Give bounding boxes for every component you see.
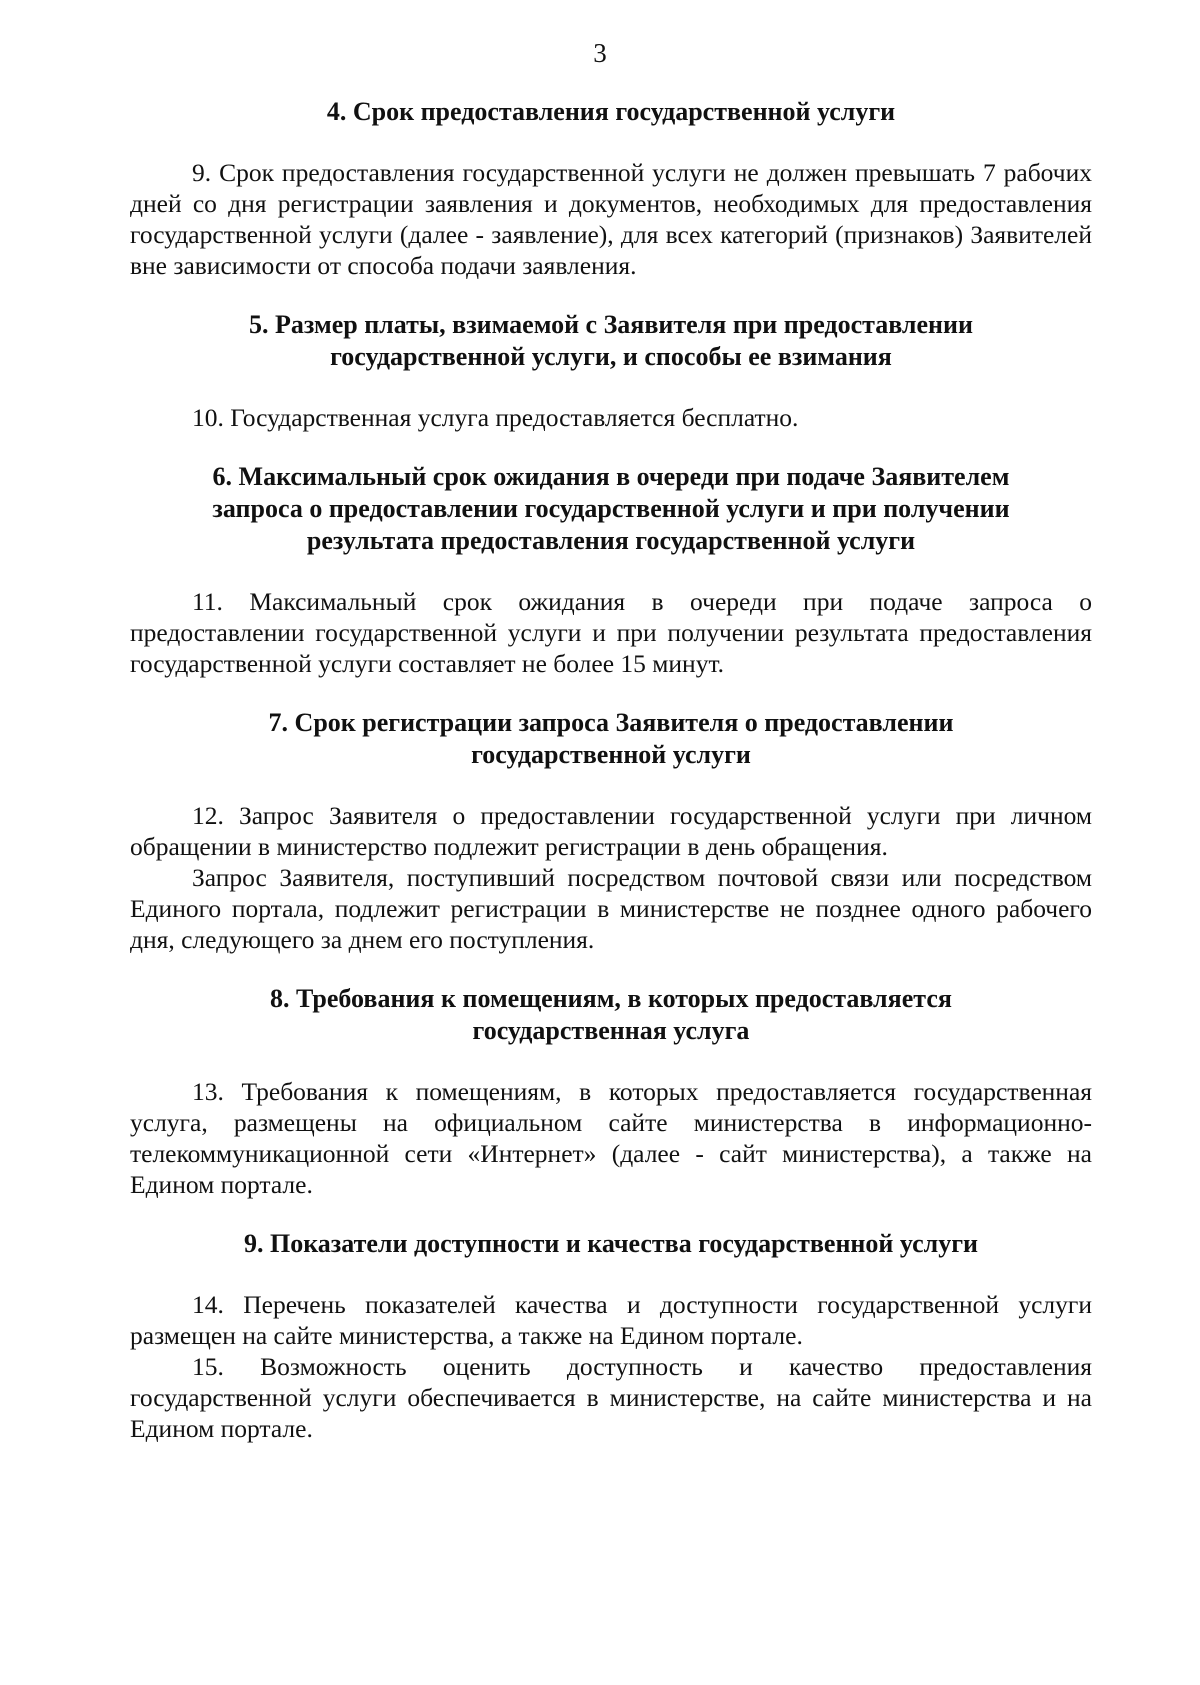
heading-line: 4. Срок предоставления государственной услуги <box>326 97 896 126</box>
heading-line: запроса о предоставлении государственной услуги и при получении <box>212 494 1010 523</box>
heading-line: 5. Размер платы, взимаемой с Заявителя при предоставлении <box>249 310 973 339</box>
paragraph-10: 10. Государственная услуга предоставляется бесплатно. <box>192 403 799 432</box>
section-4 <box>130 96 1092 281</box>
section-heading <box>130 983 1092 1047</box>
heading-line: государственная услуга <box>472 1016 750 1045</box>
paragraph-11: 11. Максимальный срок ожидания в очереди при подаче запроса о предоставлении государственной услуги и при получении результата предоставления государственной услуги составляет не более 15 минут. <box>130 587 1092 678</box>
section-heading <box>130 96 1092 128</box>
section-heading <box>130 309 1092 373</box>
section-heading <box>130 461 1092 557</box>
section-heading <box>130 707 1092 771</box>
heading-line: государственной услуги, и способы ее взимания <box>330 342 892 371</box>
page-number: 3 <box>593 38 607 68</box>
paragraph-9: 9. Срок предоставления государственной услуги не должен превышать 7 рабочих дней со дня регистрации заявления и документов, необходимых для предоставления государственной услуги (далее - заявление), для всех категорий (признаков) Заявителей вне зависимости от способа подачи заявления. <box>130 158 1092 280</box>
heading-line: 9. Показатели доступности и качества государственной услуги <box>243 1229 979 1258</box>
heading-line: результата предоставления государственной услуги <box>306 526 916 555</box>
paragraph-12-continued: Запрос Заявителя, поступивший посредством почтовой связи или посредством Единого портала, подлежит регистрации в министерстве не позднее одного рабочего дня, следующего за днем его поступления. <box>130 863 1092 954</box>
paragraph-14: 14. Перечень показателей качества и доступности государственной услуги размещен на сайте министерства, а также на Едином портале. <box>130 1290 1092 1350</box>
section-5 <box>130 309 1092 433</box>
document-body <box>130 96 1092 1444</box>
heading-line: 6. Максимальный срок ожидания в очереди при подаче Заявителем <box>212 462 1010 491</box>
section-6 <box>130 461 1092 679</box>
heading-line: государственной услуги <box>471 740 751 769</box>
section-heading <box>130 1228 1092 1260</box>
heading-line: 8. Требования к помещениям, в которых предоставляется <box>270 984 952 1013</box>
paragraph-15: 15. Возможность оценить доступность и качество предоставления государственной услуги обеспечивается в министерстве, на сайте министерства и на Едином портале. <box>130 1352 1092 1443</box>
section-9 <box>130 1228 1092 1444</box>
section-8 <box>130 983 1092 1200</box>
paragraph-13: 13. Требования к помещениям, в которых предоставляется государственная услуга, размещены на официальном сайте министерства в информационно-телекоммуникационной сети «Интернет» (далее - сайт министерства), а также на Едином портале. <box>130 1077 1092 1199</box>
heading-line: 7. Срок регистрации запроса Заявителя о предоставлении <box>268 708 954 737</box>
paragraph-12: 12. Запрос Заявителя о предоставлении государственной услуги при личном обращении в министерство подлежит регистрации в день обращения. <box>130 801 1092 861</box>
section-7 <box>130 707 1092 955</box>
